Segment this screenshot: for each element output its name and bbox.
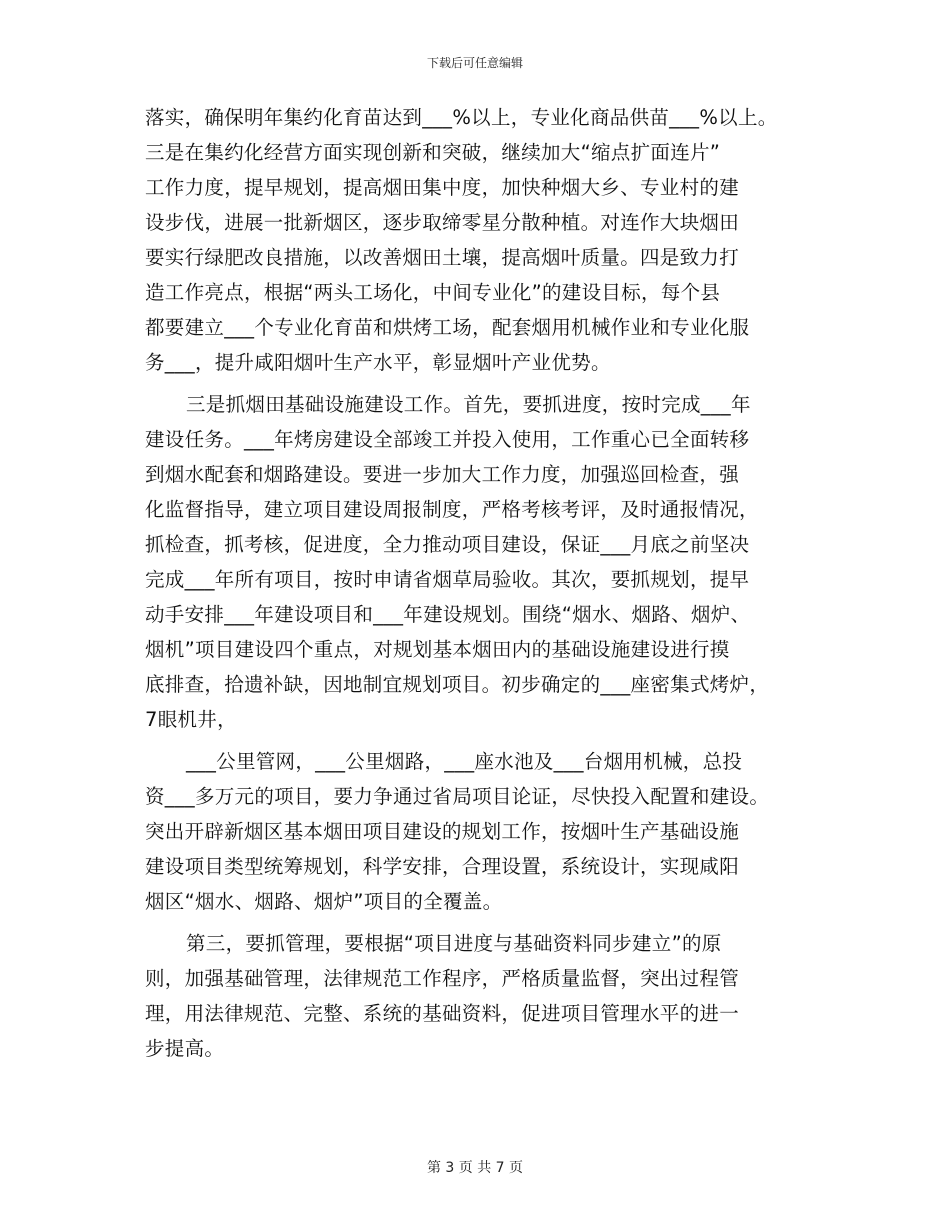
paragraph-start-line: 第三，要抓管理，要根据“项目进度与基础资料同步建立”的原: [186, 932, 722, 955]
page-header: 下载后可任意编辑: [426, 56, 523, 70]
text-line: 化监督指导，建立项目建设周报制度，严格考核考评，及时通报情况，: [145, 498, 759, 521]
text-line: 完成___年所有项目，按时申请省烟草局验收。其次，要抓规划，提早: [145, 568, 750, 591]
text-line: 理，用法律规范、完整、系统的基础资料，促进项目管理水平的进一: [145, 1002, 740, 1025]
text-line: 底排查，拾遗补缺，因地制宜规划项目。初步确定的___座密集式烤炉，: [145, 673, 770, 696]
paragraph-start-line: 三是抓烟田基础设施建设工作。首先，要抓进度，按时完成___年: [186, 393, 751, 416]
text-line: 到烟水配套和烟路建设。要进一步加大工作力度，加强巡回检查，强: [145, 463, 740, 486]
text-line: 动手安排___年建设项目和___年建设规划。围绕“烟水、烟路、烟炉、: [145, 603, 751, 626]
text-line: 都要建立___个专业化育苗和烘烤工场，配套烟用机械作业和专业化服: [145, 316, 750, 339]
text-line: 烟机”项目建设四个重点，对规划基本烟田内的基础设施建设进行摸: [145, 638, 730, 661]
text-line: 建设任务。___年烤房建设全部竣工并投入使用，工作重心已全面转移: [145, 428, 750, 451]
text-line: 烟区“烟水、烟路、烟炉”项目的全覆盖。: [145, 890, 503, 913]
text-line: 三是在集约化经营方面实现创新和突破，继续加大“缩点扩面连片”: [145, 141, 721, 164]
text-line: 造工作亮点，根据“两头工场化，中间专业化”的建设目标，每个县: [145, 281, 721, 304]
text-line: 落实，确保明年集约化育苗达到___%以上，专业化商品供苗___%以上。: [145, 106, 778, 129]
text-line: 建设项目类型统筹规划，科学安排，合理设置，系统设计，实现咸阳: [145, 855, 740, 878]
text-line: 抓检查，抓考核，促进度，全力推动项目建设，保证___月底之前坚决: [145, 533, 750, 556]
text-line: 步提高。: [145, 1037, 225, 1060]
text-line: 则，加强基础管理，法律规范工作程序，严格质量监督，突出过程管: [145, 967, 740, 990]
paragraph-start-line: ___公里管网，___公里烟路，___座水池及___台烟用机械，总投: [186, 750, 743, 773]
text-line: 突出开辟新烟区基本烟田项目建设的规划工作，按烟叶生产基础设施: [145, 820, 740, 843]
text-line: 工作力度，提早规划，提高烟田集中度，加快种烟大乡、专业村的建: [145, 176, 740, 199]
text-line: 要实行绿肥改良措施，以改善烟田土壤，提高烟叶质量。四是致力打: [145, 246, 740, 269]
text-line: 设步伐，进展一批新烟区，逐步取缔零星分散种植。对连作大块烟田: [145, 211, 740, 234]
text-line: 务___，提升咸阳烟叶生产水平，彰显烟叶产业优势。: [145, 351, 611, 374]
text-line: 7眼机井，: [145, 708, 237, 731]
page-footer: 第 3 页 共 7 页: [426, 1160, 524, 1176]
text-line: 资___多万元的项目，要力争通过省局项目论证，尽快投入配置和建设。: [145, 785, 770, 808]
